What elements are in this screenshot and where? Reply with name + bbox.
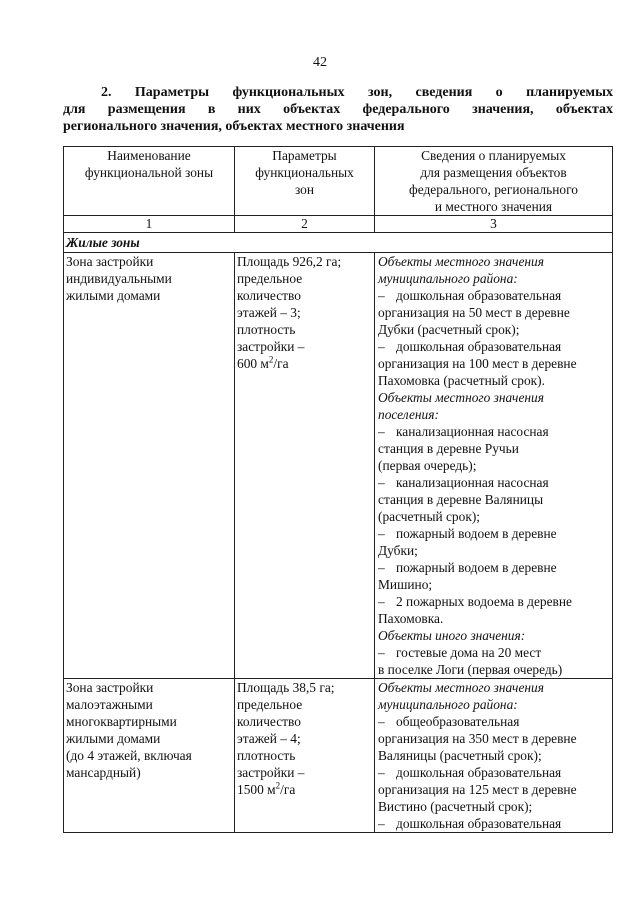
list-item <box>378 815 610 832</box>
list-item-continuation: организация на 350 мест в деревне <box>378 731 577 746</box>
list-item-text: дошкольная образовательная <box>396 339 562 354</box>
column-number: 1 <box>64 216 235 233</box>
list-item-text: пожарный водоем в деревне <box>396 560 557 575</box>
list-item-continuation: Пахомовка. <box>378 611 444 626</box>
planned-objects-cell <box>375 253 613 679</box>
table-row <box>64 679 613 833</box>
zone-params-cell: Площадь 38,5 га; предельное количество этажей – 4; плотность застройки – 1500 $м^2/га$ <box>235 679 375 833</box>
list-item-text: пожарный водоем в деревне <box>396 526 557 541</box>
list-item-text: общеобразовательная <box>396 714 520 729</box>
list-item-text: гостевые дома на 20 мест <box>396 645 542 660</box>
list-item <box>378 525 610 542</box>
list-item-text: канализационная насосная <box>396 475 549 490</box>
dash-bullet-icon: – <box>378 526 385 541</box>
column-number-row <box>64 216 613 233</box>
zone-params-cell: Площадь 926,2 га; предельное количество этажей – 3; плотность застройки – 600 $м^2/га$ <box>235 253 375 679</box>
heading-line: 2. Параметры функциональных зон, сведения о планируемых <box>101 85 613 100</box>
table-row <box>64 253 613 679</box>
list-item-continuation: Вистино (расчетный срок); <box>378 799 533 814</box>
list-item-text: 2 пожарных водоема в деревне <box>396 594 572 609</box>
list-item-continuation: организация на 125 мест в деревне <box>378 782 577 797</box>
zone-name-cell: Зона застройки индивидуальными жилыми домами <box>64 253 235 679</box>
list-item <box>378 764 610 781</box>
list-item-continuation: станция в деревне Валяницы <box>378 492 544 507</box>
dash-bullet-icon: – <box>378 424 385 439</box>
list-item <box>378 338 610 355</box>
zone-name-cell: Зона застройки малоэтажными многоквартирными жилыми домами (до 4 этажей, включая мансардный) <box>64 679 235 833</box>
list-item-continuation: Дубки (расчетный срок); <box>378 322 520 337</box>
objects-category-label: Объекты иного значения: <box>378 628 526 643</box>
list-item-continuation: (расчетный срок); <box>378 509 480 524</box>
group-row-residential <box>64 233 613 253</box>
list-item <box>378 423 610 440</box>
list-item-continuation: Валяницы (расчетный срок); <box>378 748 542 763</box>
column-number: 3 <box>375 216 613 233</box>
list-item-text: канализационная насосная <box>396 424 549 439</box>
objects-category-label: муниципального района: <box>378 271 518 286</box>
list-item <box>378 593 610 610</box>
list-item-continuation: Мишино; <box>378 577 433 592</box>
dash-bullet-icon: – <box>378 645 385 660</box>
objects-category-label: Объекты местного значения <box>378 390 544 405</box>
list-item <box>378 474 610 491</box>
objects-category-label: муниципального района: <box>378 697 518 712</box>
list-item-text: дошкольная образовательная <box>396 288 562 303</box>
list-item-continuation: организация на 100 мест в деревне <box>378 356 577 371</box>
page-number: 42 <box>313 55 327 70</box>
dash-bullet-icon: – <box>378 765 385 780</box>
heading-line: регионального значения, объектах местного значения <box>63 119 405 134</box>
dash-bullet-icon: – <box>378 816 385 831</box>
objects-category-label: Объекты местного значения <box>378 254 544 269</box>
list-item-continuation: Пахомовка (расчетный срок). <box>378 373 545 388</box>
list-item-continuation: станция в деревне Ручьи <box>378 441 519 456</box>
header-zone-name: Наименование функциональной зоны <box>64 147 235 216</box>
header-planned-objects: Сведения о планируемых для размещения объектов федерального, регионального и местного значения <box>375 147 613 216</box>
dash-bullet-icon: – <box>378 594 385 609</box>
density-value: 600 $м^2/га$ <box>237 354 289 371</box>
list-item <box>378 559 610 576</box>
heading-line: для размещения в них объектах федерального значения, объектах <box>63 102 613 117</box>
dash-bullet-icon: – <box>378 560 385 575</box>
list-item-continuation: Дубки; <box>378 543 418 558</box>
dash-bullet-icon: – <box>378 714 385 729</box>
group-title: Жилые зоны <box>64 233 613 253</box>
list-item-continuation: (первая очередь); <box>378 458 477 473</box>
list-item-text: дошкольная образовательная <box>396 816 562 831</box>
list-item <box>378 713 610 730</box>
list-item-continuation: организация на 50 мест в деревне <box>378 305 570 320</box>
density-value: 1500 $м^2/га$ <box>237 780 296 797</box>
list-item-text: дошкольная образовательная <box>396 765 562 780</box>
list-item <box>378 287 610 304</box>
list-item <box>378 644 610 661</box>
column-number: 2 <box>235 216 375 233</box>
dash-bullet-icon: – <box>378 475 385 490</box>
list-item-continuation: в поселке Логи (первая очередь) <box>378 662 563 677</box>
objects-category-label: поселения: <box>378 407 439 422</box>
section-heading <box>63 84 613 135</box>
header-zone-params: Параметры функциональных зон <box>235 147 375 216</box>
table-header-row <box>64 147 613 216</box>
dash-bullet-icon: – <box>378 288 385 303</box>
functional-zones-table <box>63 146 613 833</box>
dash-bullet-icon: – <box>378 339 385 354</box>
planned-objects-cell <box>375 679 613 833</box>
objects-category-label: Объекты местного значения <box>378 680 544 695</box>
